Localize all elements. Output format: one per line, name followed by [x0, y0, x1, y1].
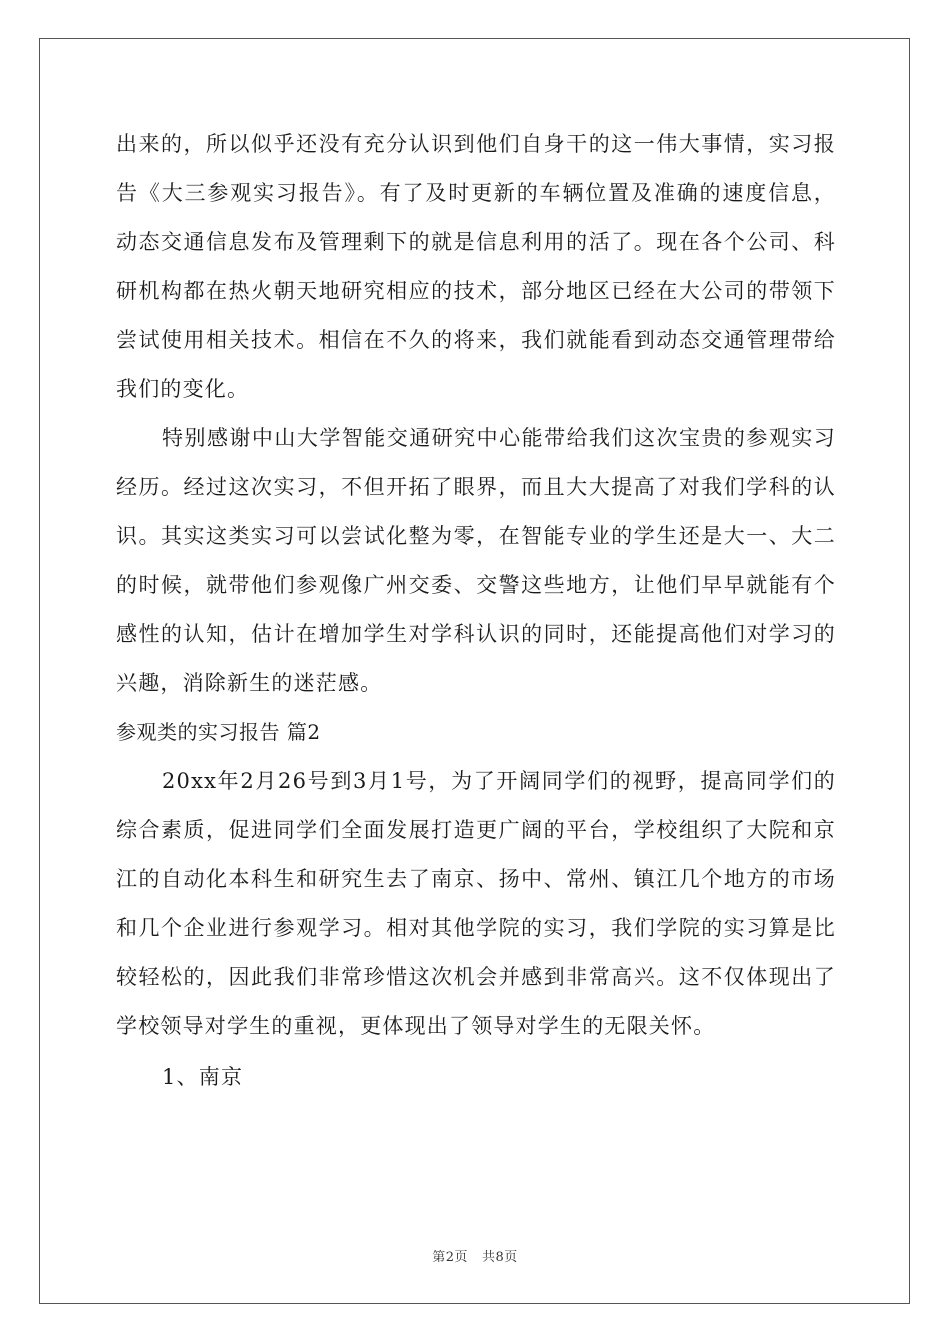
section-heading: 参观类的实习报告 篇2 — [116, 720, 321, 744]
paragraph-section-intro: 20xx年2月26号到3月1号，为了开阔同学们的视野，提高同学们的综合素质，促进同学们全面发展打造更广阔的平台，学校组织了大院和京江的自动化本科生和研究生去了南京、扬中、常州、镇江几个地方的市场和几个企业进行参观学习。相对其他学院的实习，我们学院的实习算是比较轻松的，因此我们非常珍惜这次机会并感到非常高兴。这不仅体现出了学校领导对学生的重视，更体现出了领导对学生的无限关怀。 — [116, 769, 836, 1038]
paragraph-continuation: 出来的，所以似乎还没有充分认识到他们自身干的这一伟大事情，实习报告《大三参观实习报告》。有了及时更新的车辆位置及准确的速度信息，动态交通信息发布及管理剩下的就是信息利用的活了。现在各个公司、科研机构都在热火朝天地研究相应的技术，部分地区已经在大公司的带领下尝试使用相关技术。相信在不久的将来，我们就能看到动态交通管理带给我们的变化。 — [116, 132, 836, 401]
current-page-number: 第2页 — [432, 1250, 468, 1265]
page-footer — [0, 1246, 950, 1265]
total-page-count: 共8页 — [482, 1250, 518, 1265]
paragraph-thanks: 特别感谢中山大学智能交通研究中心能带给我们这次宝贵的参观实习经历。经过这次实习，不但开拓了眼界，而且大大提高了对我们学科的认识。其实这类实习可以尝试化整为零，在智能专业的学生还是大一、大二的时候，就带他们参观像广州交委、交警这些地方，让他们早早就能有个感性的认知，估计在增加学生对学科认识的同时，还能提高他们对学习的兴趣，消除新生的迷茫感。 — [116, 426, 836, 695]
document-body — [116, 120, 836, 1102]
list-item-nanjing: 1、南京 — [162, 1065, 244, 1089]
